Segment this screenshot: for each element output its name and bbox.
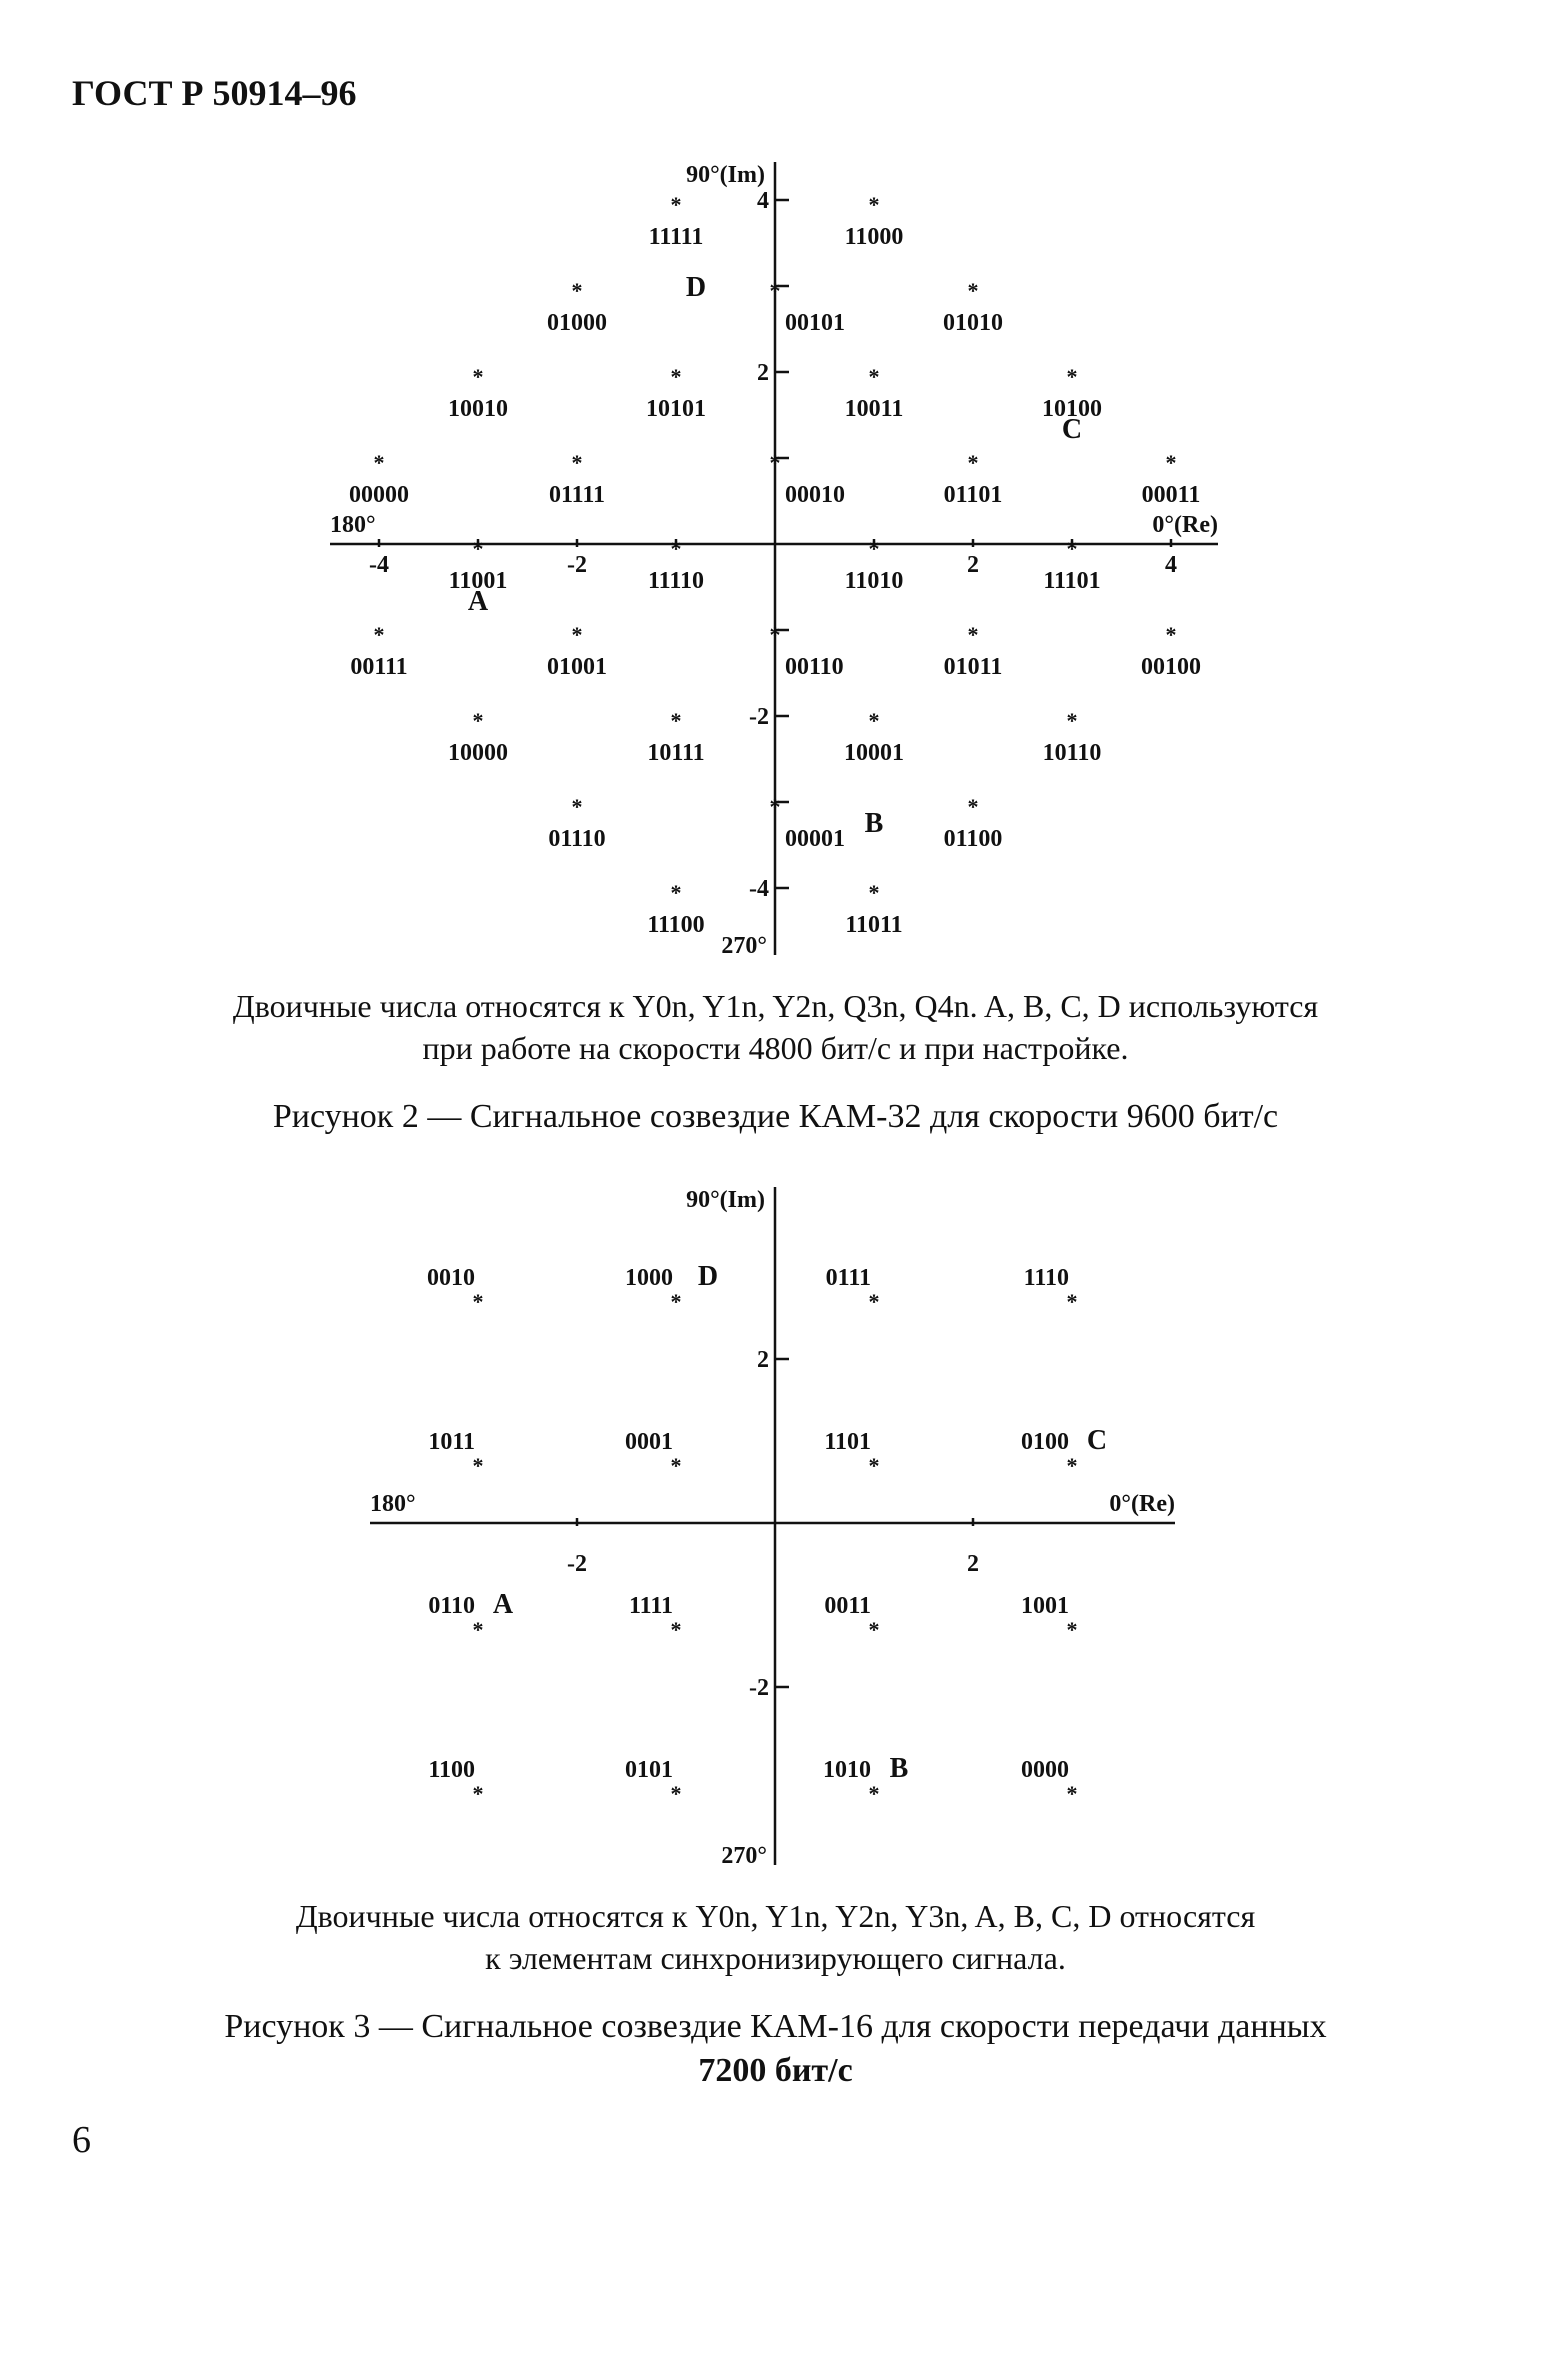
figure-3-note [0, 1895, 1551, 1979]
fig2-point-label: 11001 [448, 568, 508, 594]
fig2-point-label: 11111 [648, 224, 704, 250]
fig3-region-letter: D [697, 1261, 719, 1292]
fig2-point-marker: * [769, 794, 781, 819]
fig3-point-label: 1011 [428, 1429, 475, 1455]
fig2-x-tick-label: -2 [567, 552, 587, 578]
fig2-point-label: 00010 [785, 482, 845, 508]
fig2-point-marker: * [472, 364, 484, 389]
fig2-point-label: 00110 [785, 654, 844, 680]
fig3-point-label: 0111 [825, 1265, 871, 1291]
document-header: ГОСТ Р 50914–96 [72, 73, 357, 113]
fig2-point-marker: * [967, 450, 979, 475]
figure-3-caption-line-2: 7200 бит/с [698, 2052, 853, 2089]
fig2-point-marker: * [670, 708, 682, 733]
fig2-y-tick-label: 4 [757, 188, 769, 214]
fig3-point-marker: * [1066, 1617, 1078, 1642]
fig2-point-label: 01000 [547, 310, 607, 336]
fig2-point-marker: * [670, 880, 682, 905]
fig3-point-label: 1010 [823, 1757, 871, 1783]
figure-2-constellation [0, 150, 1551, 970]
fig2-point-marker: * [769, 450, 781, 475]
fig3-point-marker: * [1066, 1781, 1078, 1806]
fig3-point-marker: * [670, 1289, 682, 1314]
fig2-point-marker: * [868, 880, 880, 905]
fig2-point-label: 11110 [647, 568, 705, 594]
fig3-y-tick-label: -2 [749, 1675, 769, 1701]
fig3-point-label: 1100 [428, 1757, 475, 1783]
fig3-point-marker: * [670, 1453, 682, 1478]
fig3-x-tick-label: -2 [567, 1551, 587, 1577]
figure-2-caption: Рисунок 2 — Сигнальное созвездие КАМ-32 для скорости 9600 бит/с [272, 1098, 1279, 1135]
fig3-axis-label-left: 180° [370, 1491, 416, 1517]
fig2-axis-label-top: 90°(Im) [686, 162, 765, 188]
figure-3-note-line-1: Двоичные числа относятся к Y0n, Y1n, Y2n, Y3n, A, B, C, D относятся [295, 1898, 1256, 1934]
fig2-axis-label-right: 0°(Re) [1152, 512, 1218, 538]
fig3-point-marker: * [472, 1453, 484, 1478]
fig2-point-label: 00001 [785, 826, 845, 852]
fig2-point-label: 01111 [548, 482, 606, 508]
fig2-point-label: 00101 [785, 310, 845, 336]
fig2-region-letter: D [685, 272, 707, 303]
fig3-point-label: 0100 [1021, 1429, 1069, 1455]
fig3-region-letter: C [1086, 1425, 1108, 1456]
figure-3-caption [0, 2005, 1551, 2093]
fig2-point-marker: * [472, 536, 484, 561]
fig2-point-label: 11101 [1043, 568, 1101, 594]
figure-3-note-line-2: к элементам синхронизирующего сигнала. [485, 1940, 1066, 1976]
fig2-point-marker: * [373, 450, 385, 475]
fig2-point-label: 10111 [647, 740, 705, 766]
fig2-point-label: 10110 [1042, 740, 1102, 766]
fig3-point-label: 0000 [1021, 1757, 1069, 1783]
fig2-point-marker: * [373, 622, 385, 647]
fig2-point-marker: * [769, 622, 781, 647]
fig2-point-marker: * [868, 364, 880, 389]
fig2-region-letter: C [1061, 414, 1083, 445]
fig3-point-label: 0110 [428, 1593, 475, 1619]
fig2-region-letter: B [864, 808, 884, 839]
fig2-point-label: 10011 [844, 396, 904, 422]
fig2-point-label: 00111 [350, 654, 408, 680]
fig2-x-tick-label: 4 [1165, 552, 1177, 578]
fig2-point-marker: * [1066, 364, 1078, 389]
fig2-point-marker: * [967, 278, 979, 303]
figure-2-note-line-1: Двоичные числа относятся к Y0n, Y1n, Y2n, Q3n, Q4n. A, B, C, D используются [232, 988, 1319, 1024]
fig2-point-marker: * [1066, 536, 1078, 561]
fig2-point-label: 01110 [548, 826, 606, 852]
fig3-point-label: 0010 [427, 1265, 475, 1291]
fig2-point-marker: * [1165, 622, 1177, 647]
fig3-point-marker: * [868, 1289, 880, 1314]
fig2-point-marker: * [967, 622, 979, 647]
fig2-point-label: 11011 [845, 912, 903, 938]
fig3-point-label: 0001 [625, 1429, 673, 1455]
fig2-point-marker: * [670, 364, 682, 389]
fig2-point-label: 11010 [844, 568, 904, 594]
fig3-axis-label-bottom: 270° [721, 1843, 767, 1869]
figure-3-constellation [0, 1165, 1551, 1869]
fig2-point-label: 10100 [1042, 396, 1102, 422]
fig3-point-label: 0101 [625, 1757, 673, 1783]
fig2-point-label: 01001 [547, 654, 607, 680]
fig2-point-label: 01101 [943, 482, 1003, 508]
fig2-point-marker: * [571, 794, 583, 819]
fig3-point-marker: * [1066, 1453, 1078, 1478]
fig3-region-letter: B [889, 1753, 909, 1784]
fig2-point-marker: * [670, 536, 682, 561]
fig2-point-label: 01010 [943, 310, 1003, 336]
fig2-point-marker: * [670, 192, 682, 217]
fig3-y-tick-label: 2 [757, 1347, 769, 1373]
fig3-point-marker: * [1066, 1289, 1078, 1314]
fig2-point-label: 10001 [844, 740, 904, 766]
fig2-point-label: 01011 [943, 654, 1003, 680]
fig3-point-label: 1101 [824, 1429, 871, 1455]
fig3-point-marker: * [868, 1453, 880, 1478]
fig2-point-label: 10010 [448, 396, 508, 422]
fig2-point-marker: * [571, 622, 583, 647]
fig3-region-letter: A [492, 1589, 514, 1620]
fig2-axis-label-left: 180° [330, 512, 376, 538]
figure-2-note-line-2: при работе на скорости 4800 бит/с и при настройке. [422, 1030, 1129, 1066]
fig3-point-label: 1111 [628, 1593, 673, 1619]
fig2-x-tick-label: 2 [967, 552, 979, 578]
fig2-point-label: 10000 [448, 740, 508, 766]
fig3-point-marker: * [868, 1617, 880, 1642]
fig3-point-marker: * [670, 1781, 682, 1806]
fig2-y-tick-label: -2 [749, 704, 769, 730]
fig2-point-marker: * [769, 278, 781, 303]
fig3-point-marker: * [472, 1617, 484, 1642]
fig2-point-label: 01100 [943, 826, 1003, 852]
fig2-axis-label-bottom: 270° [721, 933, 767, 959]
fig3-point-marker: * [472, 1289, 484, 1314]
fig2-x-tick-label: -4 [369, 552, 389, 578]
figure-2-note [0, 985, 1551, 1069]
fig3-axis-label-right: 0°(Re) [1109, 1491, 1175, 1517]
fig2-point-marker: * [571, 278, 583, 303]
fig3-point-marker: * [868, 1781, 880, 1806]
fig3-point-marker: * [472, 1781, 484, 1806]
figure-3-caption-line-1: Рисунок 3 — Сигнальное созвездие КАМ-16 для скорости передачи данных [224, 2008, 1327, 2045]
fig2-point-label: 00011 [1141, 482, 1201, 508]
fig2-point-marker: * [571, 450, 583, 475]
fig2-y-tick-label: -4 [749, 876, 769, 902]
fig2-point-marker: * [1066, 708, 1078, 733]
fig2-point-label: 10101 [646, 396, 706, 422]
fig2-point-label: 11000 [844, 224, 904, 250]
fig2-y-tick-label: 2 [757, 360, 769, 386]
fig3-x-tick-label: 2 [967, 1551, 979, 1577]
fig3-point-marker: * [670, 1617, 682, 1642]
fig3-point-label: 0011 [824, 1593, 871, 1619]
fig2-point-label: 00000 [349, 482, 409, 508]
fig2-point-label: 00100 [1141, 654, 1201, 680]
fig2-point-label: 11100 [647, 912, 705, 938]
fig2-point-marker: * [1165, 450, 1177, 475]
fig3-axis-label-top: 90°(Im) [686, 1187, 765, 1213]
fig3-point-label: 1001 [1021, 1593, 1069, 1619]
fig2-point-marker: * [967, 794, 979, 819]
fig3-point-label: 1000 [625, 1265, 673, 1291]
fig2-point-marker: * [868, 192, 880, 217]
page-number: 6 [72, 2119, 91, 2161]
fig2-point-marker: * [868, 536, 880, 561]
fig2-region-letter: A [467, 586, 489, 617]
fig2-point-marker: * [472, 708, 484, 733]
fig2-point-marker: * [868, 708, 880, 733]
fig3-point-label: 1110 [1023, 1265, 1069, 1291]
